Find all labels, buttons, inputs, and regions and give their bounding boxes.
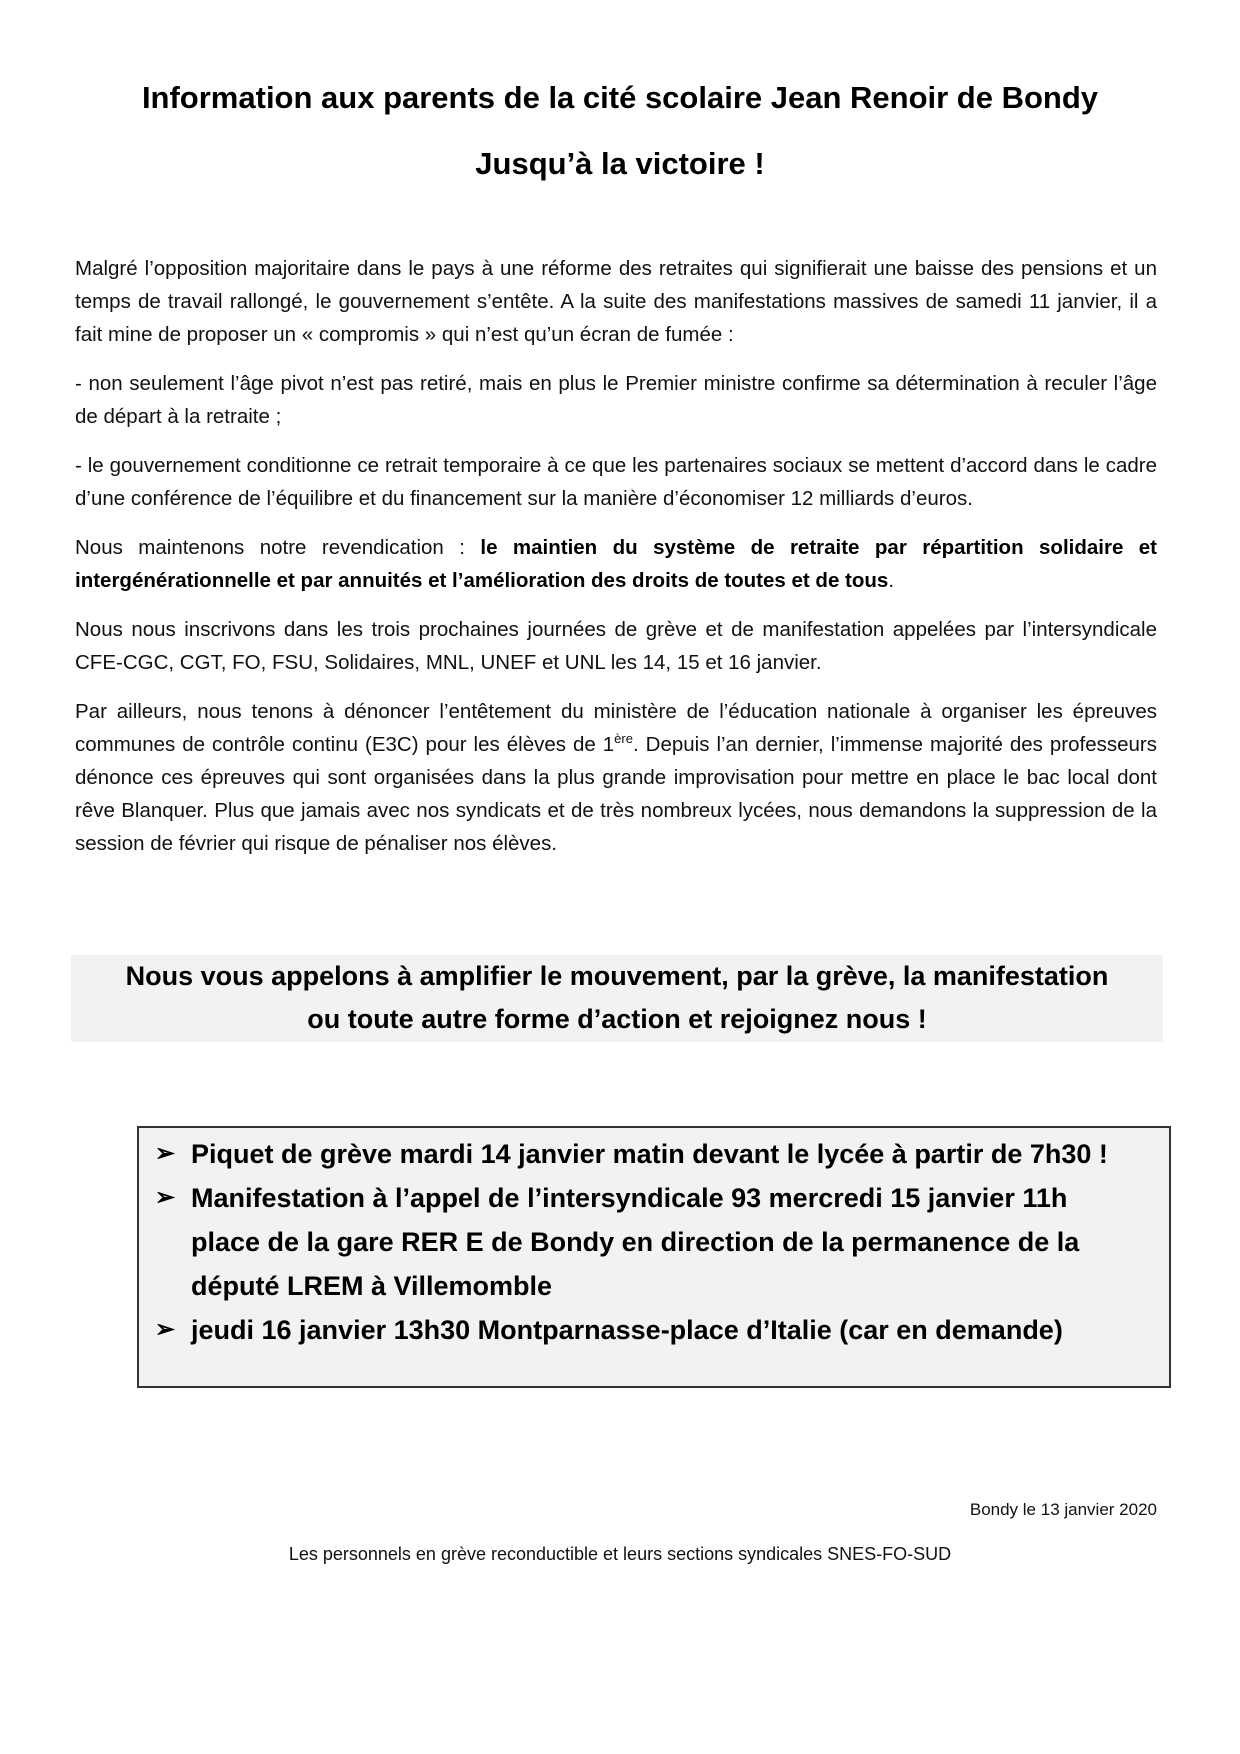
paragraph-4-end: . [888, 569, 895, 592]
document-date: Bondy le 13 janvier 2020 [969, 1500, 1157, 1519]
paragraph-4 [75, 531, 1157, 597]
action-item-text: Piquet de grève mardi 14 janvier matin devant le lycée à partir de 7h30 ! [191, 1139, 1108, 1169]
arrow-bullet-icon: ➢ [155, 1184, 176, 1211]
paragraph-1: Malgré l’opposition majoritaire dans le pays à une réforme des retraites qui signifierait une baisse des pensions et un temps de travail rallongé, le gouvernement s’entête. A la suite des manifestations massives de samedi 11 janvier, il a fait mine de proposer un « compromis » qui n’est qu’un écran de fumée : [75, 257, 1157, 346]
arrow-bullet-icon: ➢ [155, 1140, 176, 1167]
callout-line-1: Nous vous appelons à amplifier le mouvement, par la grève, la manifestation [125, 961, 1109, 991]
action-item [155, 1132, 1141, 1176]
action-list-box [137, 1126, 1171, 1388]
body-text [75, 252, 1157, 876]
arrow-bullet-icon: ➢ [155, 1316, 176, 1343]
superscript-ere: ère [614, 731, 633, 747]
document-title: Information aux parents de la cité scolaire Jean Renoir de Bondy [141, 80, 1099, 115]
action-item-text: Manifestation à l’appel de l’intersyndicale 93 mercredi 15 janvier 11h place de la gare RER E de Bondy en direction de la permanence de la député LREM à Villemomble [191, 1183, 1080, 1301]
paragraph-6-end: . Depuis l’an dernier, l’immense majorité des professeurs dénonce ces épreuves qui sont organisées dans la plus grande improvisation pour mettre en place le bac local dont rêve Blanquer. Plus que jamais avec nos syndicats et de très nombreux lycées, nous demandons la suppression de la session de février qui risque de pénaliser nos élèves. [75, 733, 1157, 855]
action-item [155, 1176, 1141, 1308]
call-to-action-banner [71, 955, 1163, 1042]
document-signature: Les personnels en grève reconductible et leurs sections syndicales SNES-FO-SUD [288, 1544, 952, 1564]
paragraph-5: Nous nous inscrivons dans les trois prochaines journées de grève et de manifestation appelées par l’intersyndicale CFE-CGC, CGT, FO, FSU, Solidaires, MNL, UNEF et UNL les 14, 15 et 16 janvier. [75, 618, 1157, 674]
paragraph-3: - le gouvernement conditionne ce retrait temporaire à ce que les partenaires sociaux se mettent d’accord dans le cadre d’une conférence de l’équilibre et du financement sur la manière d’économiser 12 milliards d’euros. [75, 454, 1157, 510]
callout-line-2: ou toute autre forme d’action et rejoignez nous ! [307, 1004, 927, 1034]
paragraph-6 [75, 695, 1157, 860]
action-item-text: jeudi 16 janvier 13h30 Montparnasse-place d’Italie (car en demande) [191, 1315, 1063, 1345]
paragraph-4-intro: Nous maintenons notre revendication : [75, 536, 481, 559]
document-subtitle: Jusqu’à la victoire ! [475, 146, 765, 181]
paragraph-2: - non seulement l’âge pivot n’est pas retiré, mais en plus le Premier ministre confirme sa détermination à reculer l’âge de départ à la retraite ; [75, 372, 1157, 428]
action-item [155, 1308, 1141, 1352]
paragraph-4-demand: le maintien du système de retraite par répartition solidaire et intergénérationnelle et par annuités et l’amélioration des droits de toutes et de tous [75, 536, 1157, 592]
paragraph-6-start: Par ailleurs, nous tenons à dénoncer l’entêtement du ministère de l’éducation nationale à organiser les épreuves communes de contrôle continu (E3C) pour les élèves de 1 [75, 700, 1157, 756]
